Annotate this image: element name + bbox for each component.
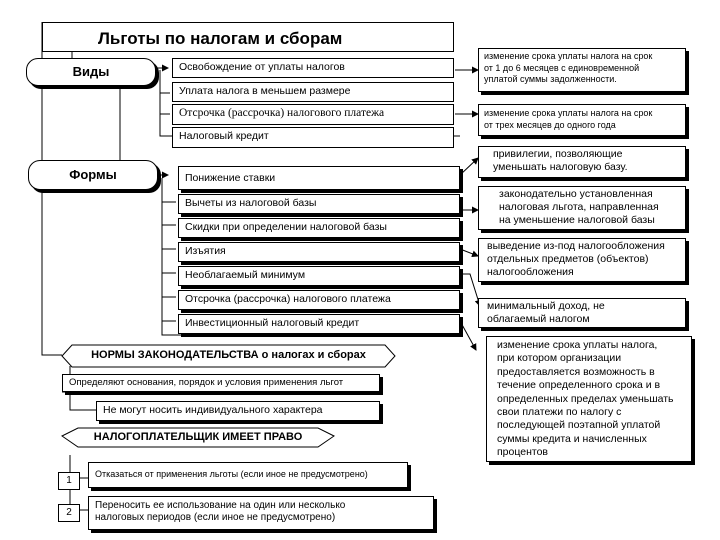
description-box: изменение срока уплаты налога на срок от трех месяцев до одного года [478, 104, 686, 136]
formy-item: Изъятия [178, 242, 460, 262]
formy-item: Понижение ставки [178, 166, 460, 190]
right-number: 1 [58, 472, 80, 490]
formy-item: Инвестиционный налоговый кредит [178, 314, 460, 334]
description-box: законодательно установленная налоговая льгота, направленная на уменьшение налоговой базы [478, 186, 686, 230]
vidy-item: Освобождение от уплаты налогов [172, 58, 454, 78]
category-vidy: Виды [26, 58, 156, 86]
formy-item: Скидки при определении налоговой базы [178, 218, 460, 238]
formy-item: Отсрочка (рассрочка) налогового платежа [178, 290, 460, 310]
description-box: изменение срока уплаты налога, при котором организации предоставляется возможность в течение определенного срока и в определенных пределах уменьшать свои платежи по налогу с последующей поэтапной уплатой суммы кредита и начисленных процентов [486, 336, 692, 462]
description-box: привилегии, позволяющие уменьшать налоговую базу. [478, 146, 686, 178]
description-box: выведение из-под налогообложения отдельных предметов (объектов) налогообложения [478, 238, 686, 282]
vidy-item: Уплата налога в меньшем размере [172, 82, 454, 102]
formy-item: Вычеты из налоговой базы [178, 194, 460, 214]
norms-item: Не могут носить индивидуального характера [96, 401, 380, 421]
formy-item: Необлагаемый минимум [178, 266, 460, 286]
norms-item: Определяют основания, порядок и условия применения льгот [62, 374, 380, 392]
right-item: Отказаться от применения льготы (если иное не предусмотрено) [88, 462, 408, 488]
vidy-item: Налоговый кредит [172, 127, 454, 148]
description-box: изменение срока уплаты налога на срок от 1 до 6 месяцев с единовременной уплатой суммы задолженности. [478, 48, 686, 92]
right-number: 2 [58, 504, 80, 522]
description-box: минимальный доход, не облагаемый налогом [478, 298, 686, 328]
vidy-item: Отсрочка (рассрочка) налогового платежа [172, 104, 454, 125]
rights-header: НАЛОГОПЛАТЕЛЬЩИК ИМЕЕТ ПРАВО [93, 431, 303, 443]
norms-header: НОРМЫ ЗАКОНОДАТЕЛЬСТВА о налогах и сборах [91, 349, 366, 361]
page-title: Льготы по налогам и сборам [98, 29, 343, 48]
category-formy: Формы [28, 160, 158, 190]
right-item: Переносить ее использование на один или несколько налоговых периодов (если иное не предусмотрено) [88, 496, 434, 530]
